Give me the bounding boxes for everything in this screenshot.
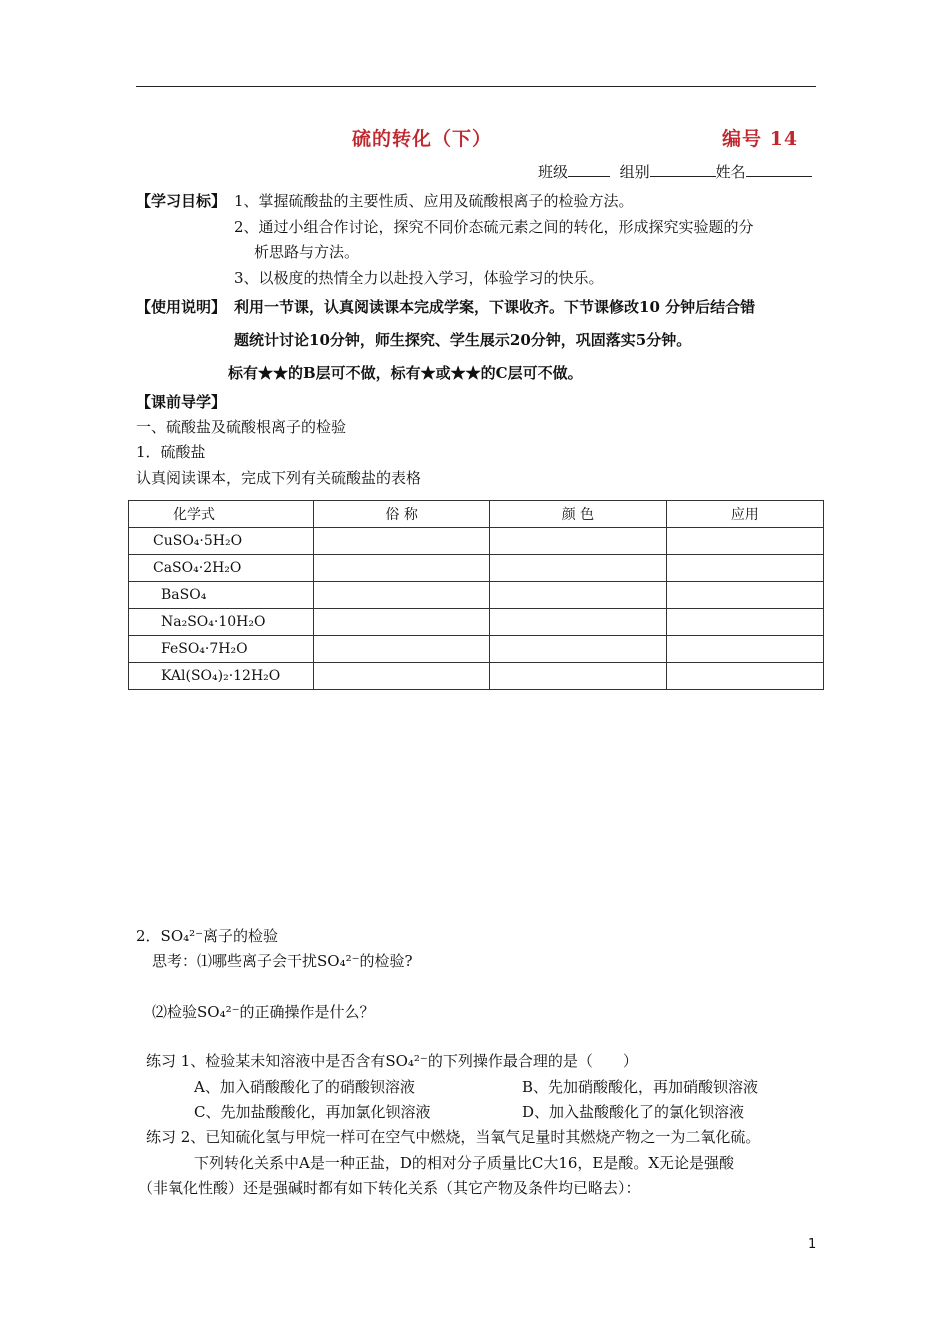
class-label: 班级 <box>538 163 569 181</box>
color-cell[interactable] <box>490 636 666 663</box>
exercise-2-line-3: （非氧化性酸）还是强碱时都有如下转化关系（其它产物及条件均已略去）： <box>138 1179 641 1197</box>
class-blank[interactable] <box>568 162 610 177</box>
sulfate-table <box>128 500 824 690</box>
application-cell[interactable] <box>666 582 823 609</box>
table-row <box>129 582 824 609</box>
color-cell[interactable] <box>490 555 666 582</box>
header-application: 应用 <box>666 501 823 528</box>
table-row <box>129 663 824 690</box>
section-2-heading: 2．SO₄²⁻离子的检验 <box>136 927 279 945</box>
application-cell[interactable] <box>666 636 823 663</box>
student-info <box>538 161 812 182</box>
application-cell[interactable] <box>666 528 823 555</box>
worksheet-number: 编号 14 <box>722 128 799 150</box>
exercise-1-question: 练习 1、检验某未知溶液中是否含有SO₄²⁻的下列操作最合理的是（ ） <box>146 1052 638 1070</box>
exercise-2-line-2: 下列转化关系中A是一种正盐，D的相对分子质量比C大16，E是酸。X无论是强酸 <box>194 1154 735 1172</box>
preview-tag: 【课前导学】 <box>136 393 227 411</box>
application-cell[interactable] <box>666 663 823 690</box>
formula-cell: FeSO₄·7H₂O <box>129 636 314 663</box>
exercise-1-option-d[interactable]: D、加入盐酸酸化了的氯化钡溶液 <box>522 1103 745 1121</box>
usage-tag: 【使用说明】 <box>136 298 227 316</box>
name-label: 姓名 <box>715 163 746 181</box>
table-row <box>129 636 824 663</box>
color-cell[interactable] <box>490 609 666 636</box>
exercise-1-option-a[interactable]: A、加入硝酸酸化了的硝酸钡溶液 <box>194 1078 415 1096</box>
group-label: 组别 <box>619 163 650 181</box>
color-cell[interactable] <box>490 582 666 609</box>
common-name-cell[interactable] <box>314 636 490 663</box>
page-title: 硫的转化（下） <box>352 128 493 150</box>
color-cell[interactable] <box>490 663 666 690</box>
objective-3: 3、以极度的热情全力以赴投入学习，体验学习的快乐。 <box>234 269 604 287</box>
application-cell[interactable] <box>666 609 823 636</box>
group-blank[interactable] <box>650 162 716 177</box>
common-name-cell[interactable] <box>314 609 490 636</box>
think-question-2: ⑵检验SO₄²⁻的正确操作是什么？ <box>152 1003 375 1021</box>
common-name-cell[interactable] <box>314 528 490 555</box>
common-name-cell[interactable] <box>314 555 490 582</box>
objective-2-cont: 析思路与方法。 <box>254 243 360 261</box>
common-name-cell[interactable] <box>314 582 490 609</box>
usage-line-3: 标有★★的B层可不做，标有★或★★的C层可不做。 <box>228 364 583 382</box>
table-row <box>129 528 824 555</box>
formula-cell: Na₂SO₄·10H₂O <box>129 609 314 636</box>
header-color: 颜 色 <box>490 501 666 528</box>
formula-cell: CuSO₄·5H₂O <box>129 528 314 555</box>
application-cell[interactable] <box>666 555 823 582</box>
name-blank[interactable] <box>746 162 812 177</box>
exercise-2-line-1: 练习 2、已知硫化氢与甲烷一样可在空气中燃烧，当氧气足量时其燃烧产物之一为二氧化硫。 <box>146 1128 761 1146</box>
exercise-1-option-b[interactable]: B、先加硝酸酸化，再加硝酸钡溶液 <box>522 1078 759 1096</box>
exercise-1-option-c[interactable]: C、先加盐酸酸化，再加氯化钡溶液 <box>194 1103 431 1121</box>
header-formula: 化学式 <box>129 501 314 528</box>
usage-line-1: 利用一节课，认真阅读课本完成学案，下课收齐。下节课修改10 分钟后结合错 <box>234 298 756 316</box>
think-question-1: 思考：⑴哪些离子会干扰SO₄²⁻的检验? <box>152 952 413 970</box>
top-rule <box>136 86 816 87</box>
header-common-name: 俗 称 <box>314 501 490 528</box>
page-number: 1 <box>808 1237 817 1252</box>
common-name-cell[interactable] <box>314 663 490 690</box>
table-header-row <box>129 501 824 528</box>
table-instruction: 认真阅读课本，完成下列有关硫酸盐的表格 <box>136 469 422 487</box>
color-cell[interactable] <box>490 528 666 555</box>
objective-2: 2、通过小组合作讨论，探究不同价态硫元素之间的转化，形成探究实验题的分 <box>234 218 754 236</box>
objective-1: 1、掌握硫酸盐的主要性质、应用及硫酸根离子的检验方法。 <box>234 192 634 210</box>
objectives-tag: 【学习目标】 <box>136 192 227 210</box>
section-1-heading: 一、硫酸盐及硫酸根离子的检验 <box>136 418 347 436</box>
formula-cell: BaSO₄ <box>129 582 314 609</box>
formula-cell: CaSO₄·2H₂O <box>129 555 314 582</box>
subsection-1-heading: 1．硫酸盐 <box>136 443 206 461</box>
formula-cell: KAl(SO₄)₂·12H₂O <box>129 663 314 690</box>
table-row <box>129 609 824 636</box>
usage-line-2: 题统计讨论10分钟，师生探究、学生展示20分钟，巩固落实5分钟。 <box>234 331 692 349</box>
table-row <box>129 555 824 582</box>
